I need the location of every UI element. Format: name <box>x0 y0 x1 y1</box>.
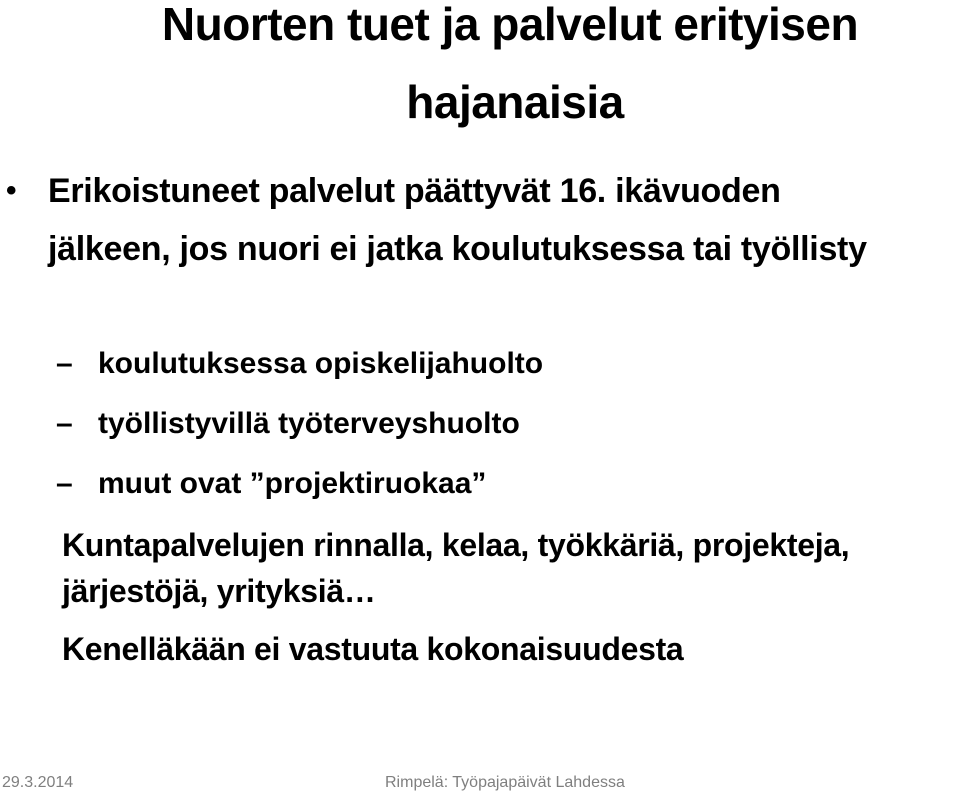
footer-center-text: Rimpelä: Työpajapäivät Lahdessa <box>385 774 625 791</box>
paragraph-responsibility: Kenelläkään ei vastuuta kokonaisuudesta <box>62 631 684 667</box>
dash-symbol: – <box>56 467 73 500</box>
dash-symbol: – <box>56 407 73 440</box>
sub-item-text: muut ovat ”projektiruokaa” <box>98 467 487 500</box>
sub-item-3 <box>56 464 486 504</box>
sub-item-text: koulutuksessa opiskelijahuolto <box>98 347 544 380</box>
sub-item-2 <box>56 404 520 444</box>
sub-item-1 <box>56 344 543 384</box>
sub-item-text: työllistyvillä työterveyshuolto <box>98 407 520 440</box>
bullet-text: Erikoistuneet palvelut päättyvät 16. ikävuoden jälkeen, jos nuori ei jatka koulutuksessa tai työllisty <box>48 172 867 268</box>
bullet-symbol: • <box>6 174 17 207</box>
paragraph-services: Kuntapalvelujen rinnalla, kelaa, työkkäriä, projekteja, järjestöjä, yrityksiä… <box>62 527 850 609</box>
footer-date: 29.3.2014 <box>2 774 74 791</box>
title-line-2: hajanaisia <box>406 76 624 128</box>
dash-symbol: – <box>56 347 73 380</box>
title-line-1: Nuorten tuet ja palvelut erityisen <box>161 0 859 50</box>
